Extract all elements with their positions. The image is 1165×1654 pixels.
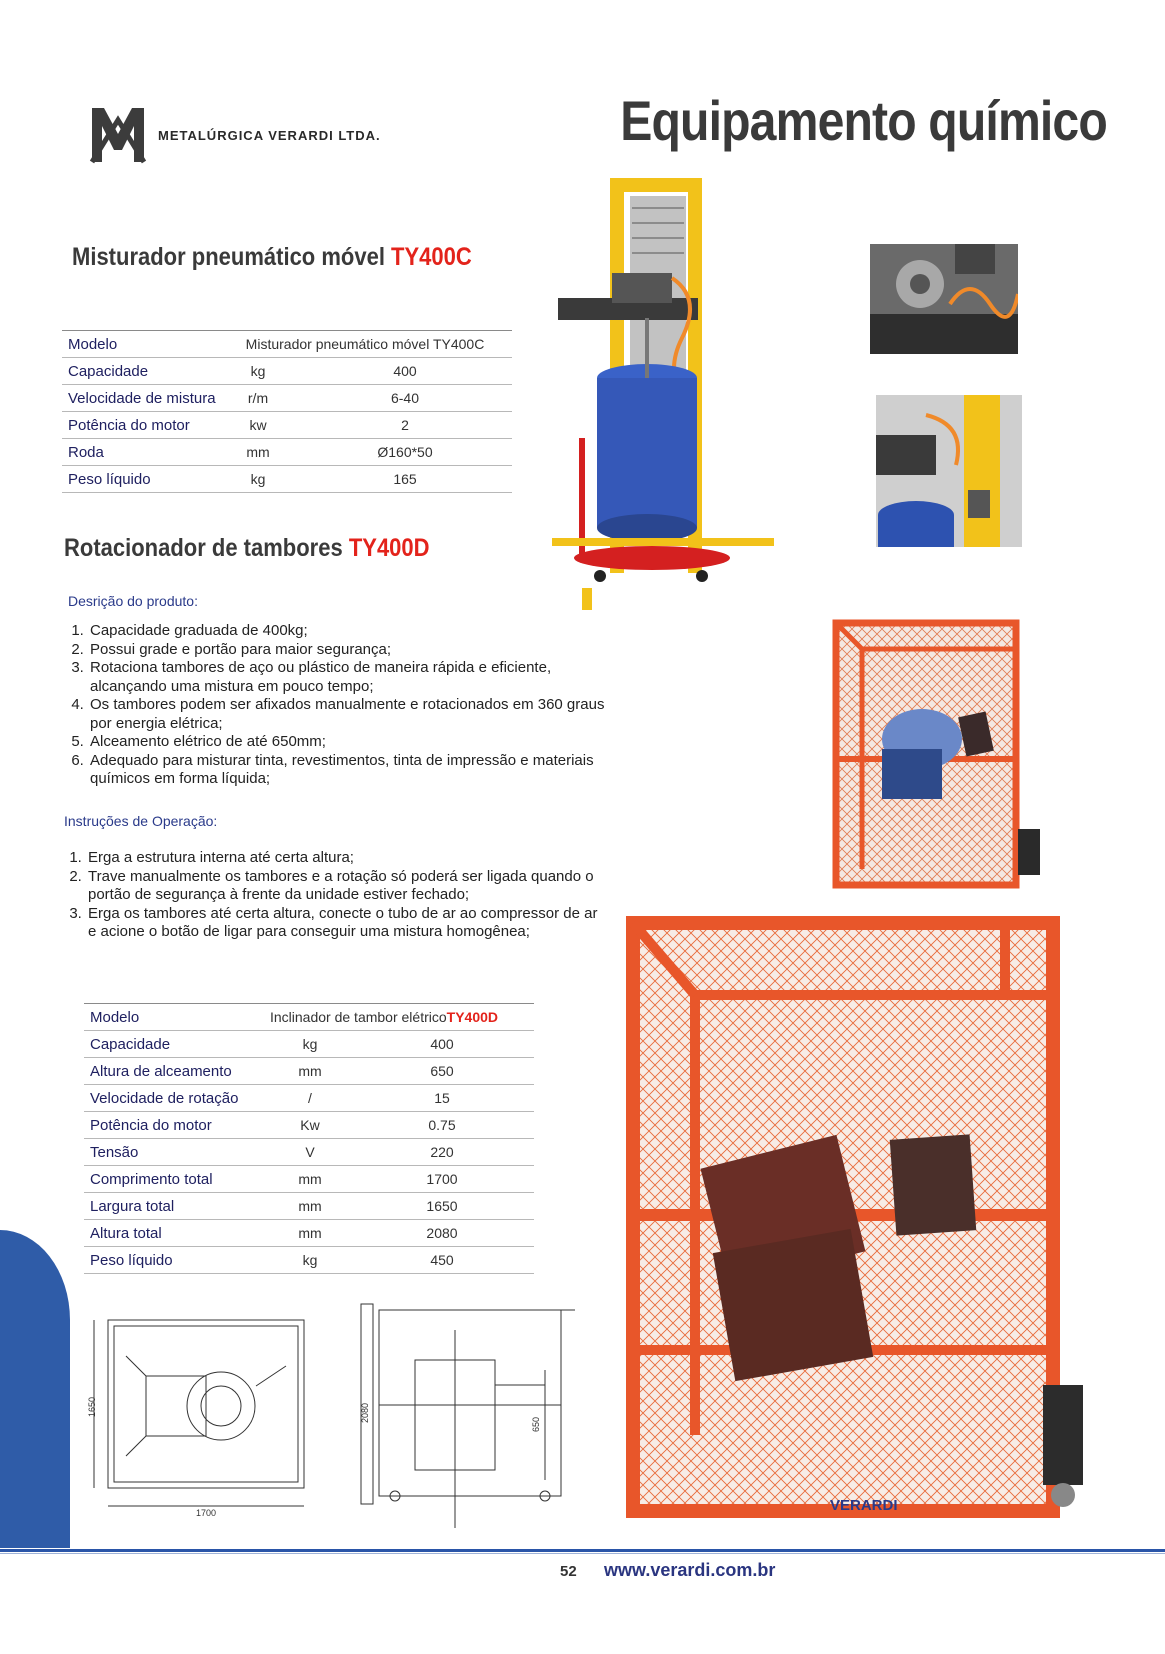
list-item: 2. Possui grade e portão para maior segurança; — [88, 641, 608, 660]
list-item: 2. Trave manualmente os tambores e a rotação só poderá ser ligada quando o portão de segurança à frente da unidade estiver fechado; — [86, 868, 606, 905]
mixer-product-photo — [552, 178, 774, 610]
list-item: 3. Rotaciona tambores de aço ou plástico de maneira rápida e eficiente, alcançando uma mistura em pouco tempo; — [88, 659, 608, 696]
description-list — [66, 622, 608, 789]
section2-title: Rotacionador de tambores TY400D — [64, 534, 430, 562]
spec-table-ty400c — [62, 330, 512, 493]
table-row: Altura de alceamento mm 650 — [84, 1058, 534, 1085]
table-row: Capacidade kg 400 — [62, 358, 512, 385]
list-item: 3. Erga os tambores até certa altura, conecte o tubo de ar ao compressor de ar e acione o botão de ligar para conseguir uma mistura homogênea; — [86, 905, 606, 942]
list-item: 4. Os tambores podem ser afixados manualmente e rotacionados em 360 graus por energia elétrica; — [88, 696, 608, 733]
table-row: Largura total mm 1650 — [84, 1193, 534, 1220]
description-heading: Desrição do produto: — [68, 593, 198, 609]
table-row: Modelo Inclinador de tambor elétricoTY400D — [84, 1004, 534, 1031]
cage-brand-label: VERARDI — [830, 1497, 898, 1514]
dim-side-label: 1650 — [87, 1396, 97, 1417]
table-row: Peso líquido kg 450 — [84, 1247, 534, 1274]
table-row: Peso líquido kg 165 — [62, 466, 512, 493]
side-tab — [0, 1230, 70, 1548]
list-item: 1. Erga a estrutura interna até certa altura; — [86, 849, 606, 868]
section1-title: Misturador pneumático móvel TY400C — [72, 243, 472, 271]
table-row: Potência do motor Kw 0.75 — [84, 1112, 534, 1139]
mixer-detail-photo-1 — [870, 244, 1018, 354]
spec-table-ty400d — [84, 1003, 534, 1274]
mixer-detail-photo-2 — [876, 395, 1022, 547]
dim-height-label: 2080 — [360, 1402, 370, 1423]
list-item: 6. Adequado para misturar tinta, revestimentos, tinta de impressão e materiais químicos em forma líquida; — [88, 752, 608, 789]
page-number: 52 — [560, 1563, 577, 1580]
technical-drawing-top-view — [86, 1316, 308, 1516]
table-row: Potência do motor kw 2 — [62, 412, 512, 439]
footer-divider — [0, 1549, 1165, 1552]
footer-divider-thin — [0, 1553, 1165, 1554]
operation-list — [64, 849, 606, 942]
table-row: Altura total mm 2080 — [84, 1220, 534, 1247]
table-row: Velocidade de mistura r/m 6-40 — [62, 385, 512, 412]
operation-heading: Instruções de Operação: — [64, 813, 218, 829]
dim-bottom-label: 1700 — [196, 1508, 217, 1516]
dim-lift-label: 650 — [531, 1416, 541, 1432]
company-name: METALÚRGICA VERARDI LTDA. — [158, 127, 381, 143]
table-row: Velocidade de rotação / 15 — [84, 1085, 534, 1112]
page-title: Equipamento químico — [620, 89, 1107, 152]
table-row: Roda mm Ø160*50 — [62, 439, 512, 466]
website-link[interactable]: www.verardi.com.br — [604, 1560, 776, 1580]
table-row: Comprimento total mm 1700 — [84, 1166, 534, 1193]
company-logo — [88, 100, 418, 170]
list-item: 5. Alceamento elétrico de até 650mm; — [88, 733, 608, 752]
drum-rotator-photo-large — [625, 915, 1090, 1525]
table-row: Capacidade kg 400 — [84, 1031, 534, 1058]
list-item: 1. Capacidade graduada de 400kg; — [88, 622, 608, 641]
table-row: Tensão V 220 — [84, 1139, 534, 1166]
logo-mark-icon — [88, 100, 148, 170]
drum-rotator-photo-small — [832, 619, 1044, 889]
table-row: Modelo Misturador pneumático móvel TY400C — [62, 331, 512, 358]
technical-drawing-side-view — [355, 1300, 595, 1532]
